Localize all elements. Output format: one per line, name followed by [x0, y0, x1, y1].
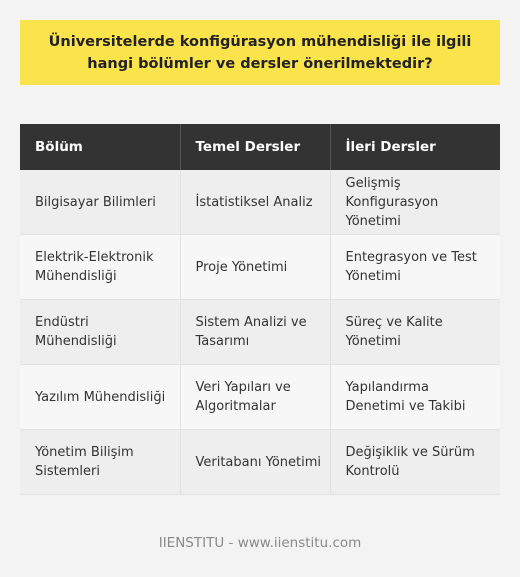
cell-department: Bilgisayar Bilimleri [20, 170, 180, 235]
cell-basic-course: İstatistiksel Analiz [180, 170, 330, 235]
table-row [20, 170, 500, 235]
table-row [20, 365, 500, 430]
cell-advanced-course: Değişiklik ve Sürüm Kontrolü [330, 430, 500, 495]
table-header-row [20, 124, 500, 170]
header-advanced-courses: İleri Dersler [330, 124, 500, 170]
cell-basic-course: Veritabanı Yönetimi [180, 430, 330, 495]
title-line-1: Üniversitelerde konfigürasyon mühendisliği ile ilgili [48, 33, 472, 50]
cell-basic-course: Proje Yönetimi [180, 235, 330, 300]
title-line-2: hangi bölümler ve dersler önerilmektedir? [87, 55, 433, 72]
cell-advanced-course: Entegrasyon ve Test Yönetimi [330, 235, 500, 300]
cell-advanced-course: Yapılandırma Denetimi ve Takibi [330, 365, 500, 430]
cell-advanced-course: Gelişmiş Konfigurasyon Yönetimi [330, 170, 500, 235]
table-row [20, 235, 500, 300]
cell-department: Yazılım Mühendisliği [20, 365, 180, 430]
cell-advanced-course: Süreç ve Kalite Yönetimi [330, 300, 500, 365]
table-row [20, 430, 500, 495]
header-basic-courses: Temel Dersler [180, 124, 330, 170]
title-banner [20, 20, 500, 85]
cell-department: Endüstri Mühendisliği [20, 300, 180, 365]
cell-basic-course: Veri Yapıları ve Algoritmalar [180, 365, 330, 430]
table-row [20, 300, 500, 365]
footer-source: IIENSTITU - www.iienstitu.com [158, 535, 362, 551]
page-title [49, 31, 472, 75]
header-department: Bölüm [20, 124, 180, 170]
courses-table [20, 124, 500, 495]
cell-department: Yönetim Bilişim Sistemleri [20, 430, 180, 495]
cell-basic-course: Sistem Analizi ve Tasarımı [180, 300, 330, 365]
cell-department: Elektrik-Elektronik Mühendisliği [20, 235, 180, 300]
